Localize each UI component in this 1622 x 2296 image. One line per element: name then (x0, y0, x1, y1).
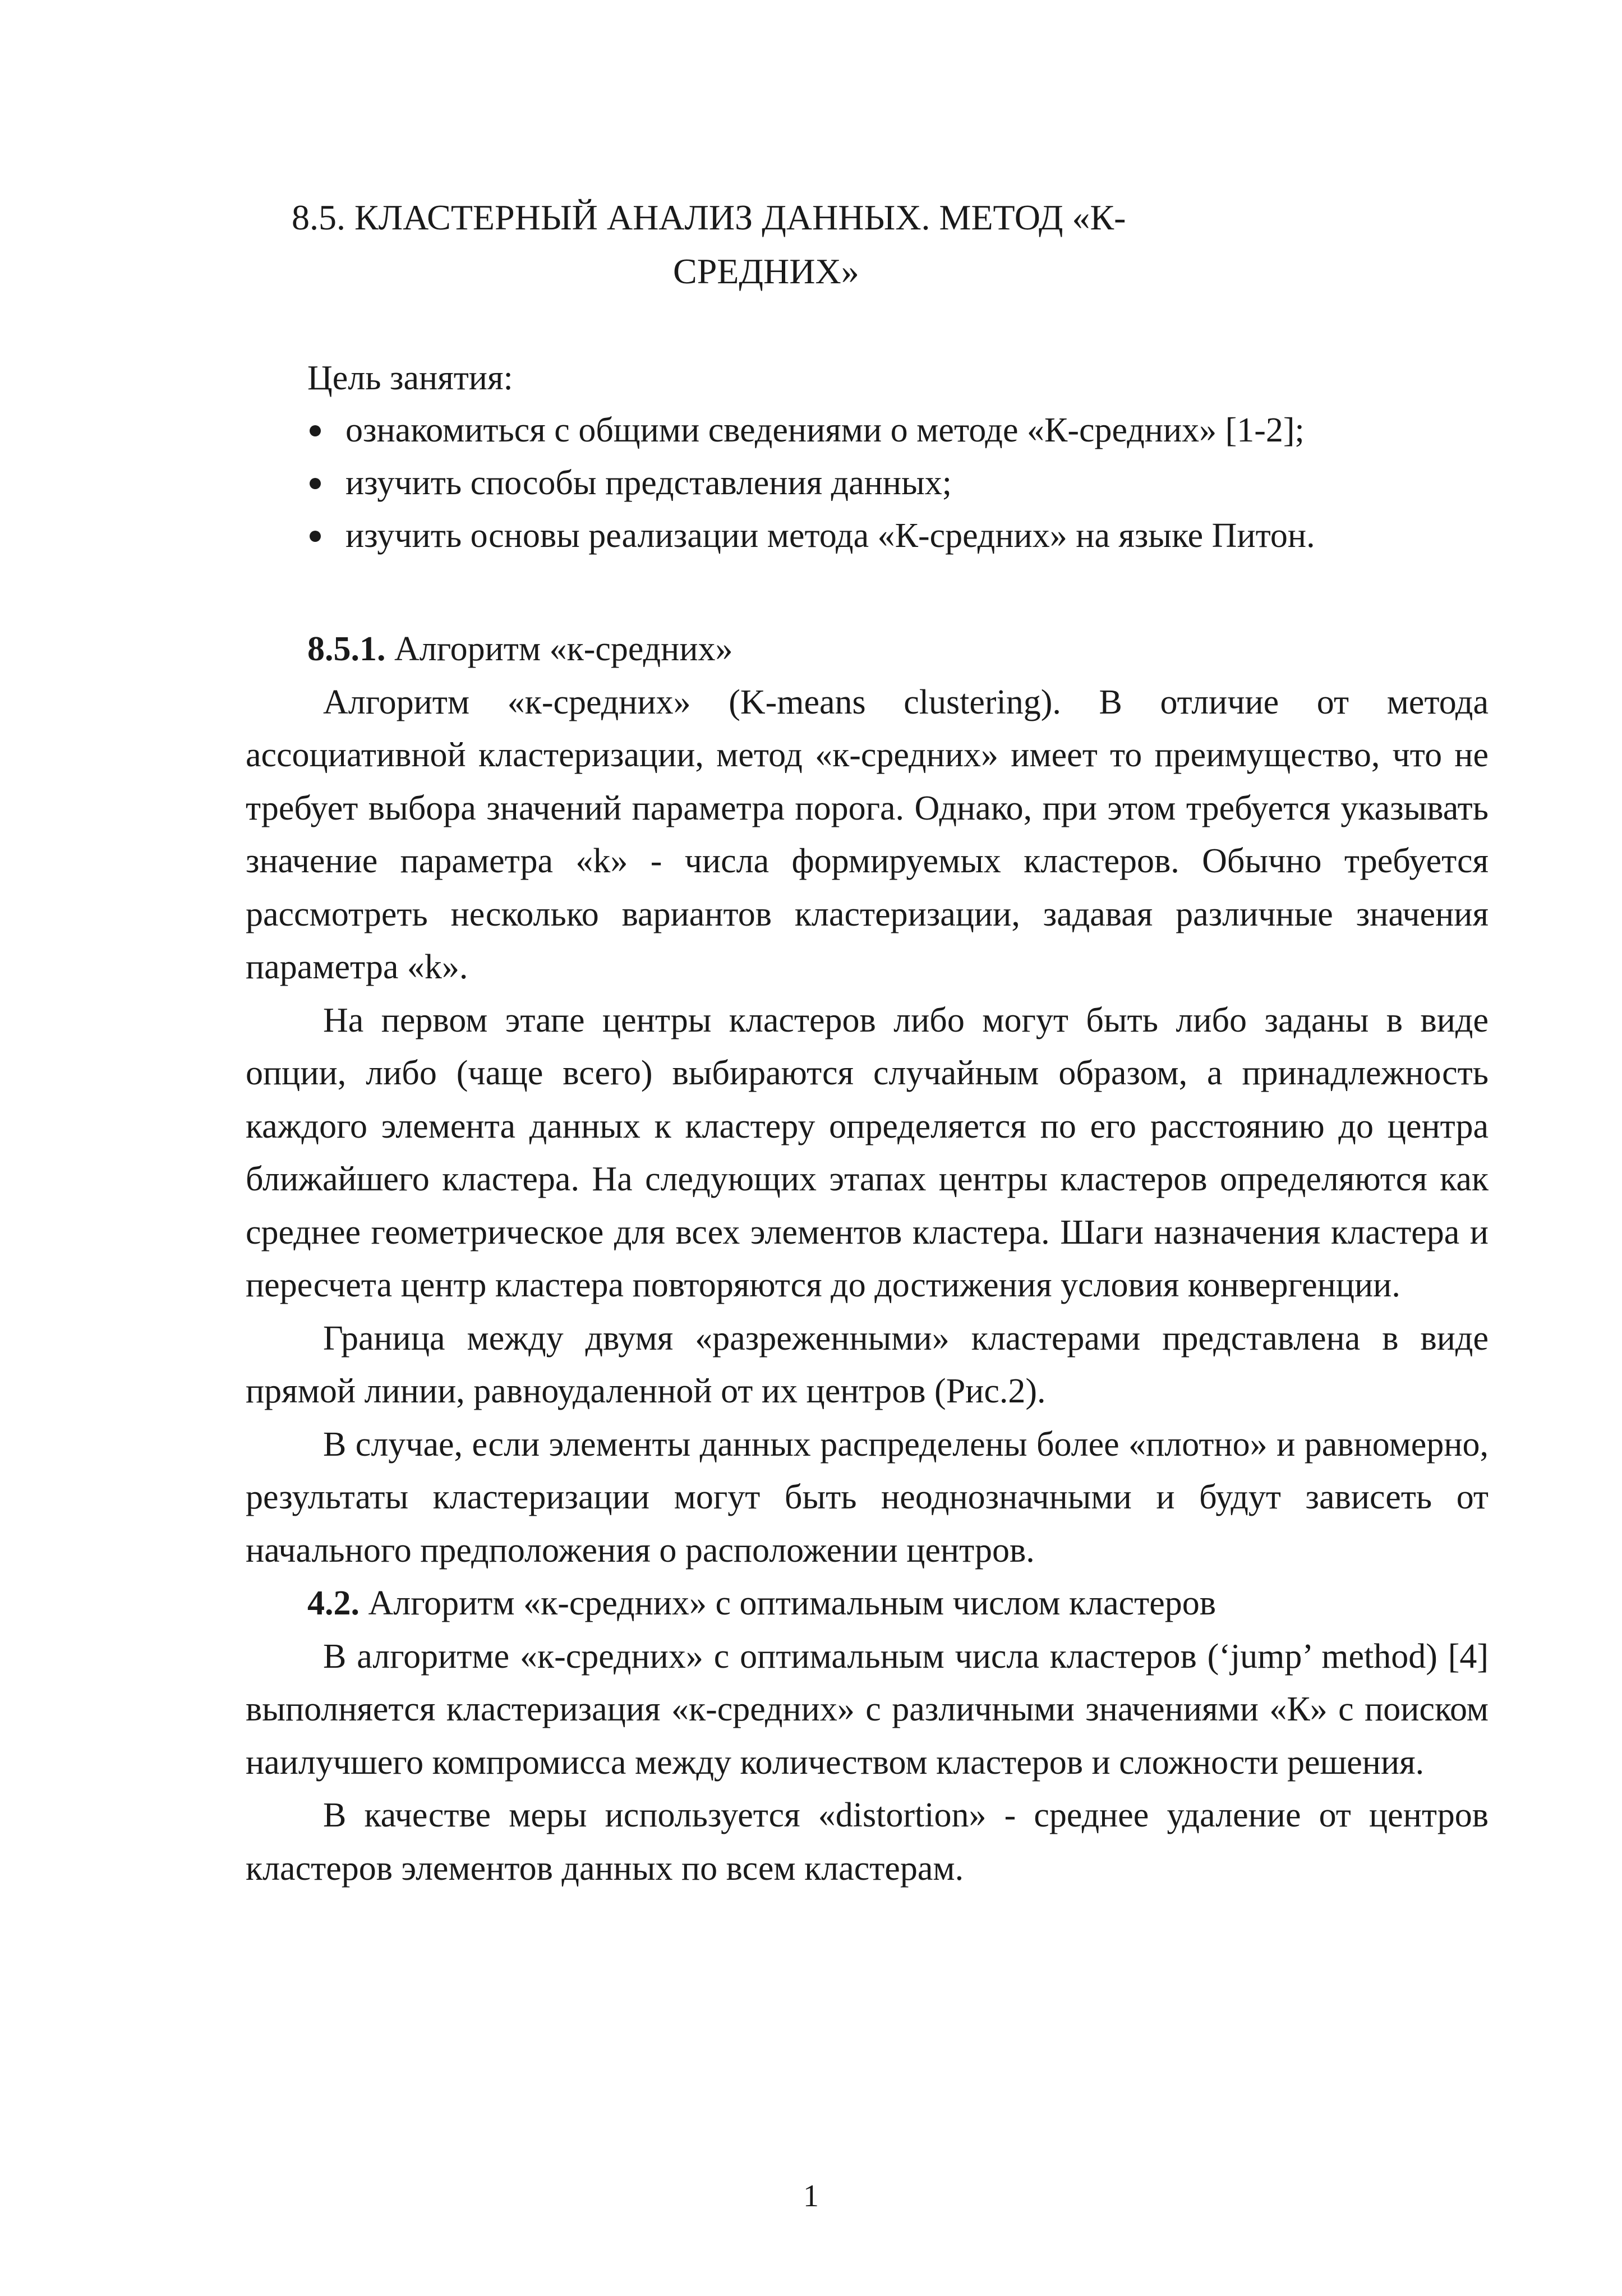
paragraph: Алгоритм «к-средних» (K-means clustering). В отличие от метода ассоциативной кластеризации, метод «к-средних» имеет то преимущество, что не требует выбора значений параметра порога. Однако, при этом требуется указывать значение параметра «k» - числа формируемых кластеров. Обычно требуется рассмотреть несколько вариантов кластеризации, задавая различные значения параметра «k». (246, 683, 1489, 986)
section-number: 8.5.1. (307, 630, 386, 668)
paragraph: Граница между двумя «разреженными» кластерами представлена в виде прямой линии, равноудаленной от их центров (Рис.2). (246, 1319, 1489, 1410)
paragraph: В алгоритме «к-средних» с оптимальным числа кластеров (‘jump’ method) [4] выполняется кластеризация «к-средних» с различными значениями «К» с поиском наилучшего компромисса между количеством кластеров и сложности решения. (246, 1637, 1489, 1782)
goal-label: Цель занятия: (307, 359, 513, 397)
page-number: 1 (803, 2179, 819, 2214)
section-heading-1 (246, 623, 1489, 676)
goals-list (307, 404, 1513, 562)
section-heading-2 (246, 1577, 1489, 1630)
title-line-1: 8.5. КЛАСТЕРНЫЙ АНАЛИЗ ДАННЫХ. МЕТОД «К- (292, 197, 1126, 237)
title-line-2: СРЕДНИХ» (673, 251, 859, 291)
page-title (292, 191, 1312, 298)
goal-item: ознакомиться с общими сведениями о методе «К-средних» [1-2]; (307, 404, 1513, 457)
section-title: Алгоритм «к-средних» (385, 630, 733, 668)
paragraph: В качестве меры используется «distortion» - среднее удаление от центров кластеров элементов данных по всем кластерам. (246, 1796, 1489, 1888)
section-title: Алгоритм «к-средних» с оптимальным числом кластеров (360, 1584, 1216, 1622)
paragraph: В случае, если элементы данных распределены более «плотно» и равномерно, результаты кластеризации могут быть неоднозначными и будут зависеть от начального предположения о расположении центров. (246, 1425, 1489, 1570)
goal-item: изучить способы представления данных; (307, 457, 1513, 509)
paragraph: На первом этапе центры кластеров либо могут быть либо заданы в виде опции, либо (чаще всего) выбираются случайным образом, а принадлежность каждого элемента данных к кластеру определяется по его расстоянию до центра ближайшего кластера. На следующих этапах центры кластеров определяются как среднее геометрическое для всех элементов кластера. Шаги назначения кластера и пересчета центр кластера повторяются до достижения условия конвергенции. (246, 1001, 1489, 1304)
section-number: 4.2. (307, 1584, 360, 1622)
goal-item: изучить основы реализации метода «К-средних» на языке Питон. (307, 509, 1513, 562)
document-body (246, 623, 1489, 1895)
